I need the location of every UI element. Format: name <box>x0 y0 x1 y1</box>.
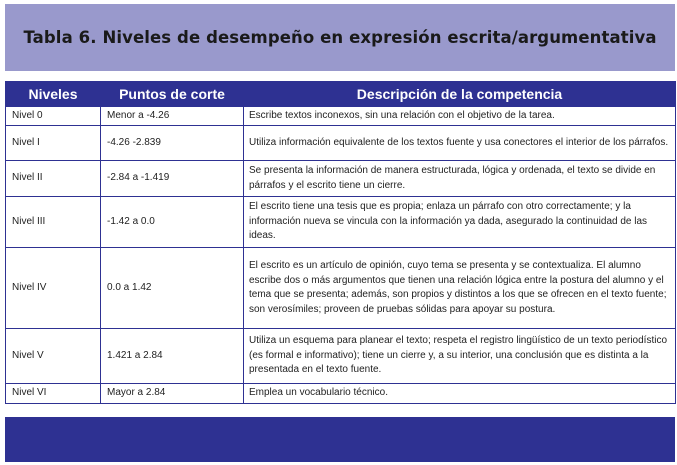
cutoff-cell: 1.421 a 2.84 <box>101 329 244 384</box>
level-cell: Nivel I <box>6 126 101 161</box>
description-cell: El escrito tiene una tesis que es propia; enlaza un párrafo con otro correctamente; y la información nueva se vincula con la información ya dada, asegurado la continuidad de las ideas. <box>244 197 676 248</box>
cutoff-cell: Mayor a 2.84 <box>101 384 244 404</box>
footer-band <box>5 417 675 462</box>
level-cell: Nivel IV <box>6 248 101 329</box>
table-row <box>6 161 676 197</box>
cutoff-cell: -2.84 a -1.419 <box>101 161 244 197</box>
description-cell: Se presenta la información de manera estructurada, lógica y ordenada, el texto se divide en párrafos y el escrito tiene un cierre. <box>244 161 676 197</box>
description-cell: Utiliza un esquema para planear el texto; respeta el registro lingüístico de un texto periodístico (es formal e informativo); tiene un cierre y, a su interior, una conclusión que es distinta a la presentada en el texto fuente. <box>244 329 676 384</box>
table-row <box>6 126 676 161</box>
cutoff-cell: -4.26 -2.839 <box>101 126 244 161</box>
table-row <box>6 384 676 404</box>
table-title: Tabla 6. Niveles de desempeño en expresión escrita/argumentativa <box>23 28 657 47</box>
description-cell: El escrito es un artículo de opinión, cuyo tema se presenta y se contextualiza. El alumno escribe dos o más argumentos que tienen una relación lógica entre la postura del alumno y el tema que se presenta; además, son propios y distintos a los que se ofrecen en el texto fuente; son verosímiles; proveen de pruebas sólidas para apoyar su postura. <box>244 248 676 329</box>
header-description: Descripción de la competencia <box>244 82 676 107</box>
header-levels: Niveles <box>6 82 101 107</box>
description-cell: Utiliza información equivalente de los textos fuente y usa conectores el interior de los párrafos. <box>244 126 676 161</box>
table-row <box>6 329 676 384</box>
description-cell: Emplea un vocabulario técnico. <box>244 384 676 404</box>
level-cell: Nivel VI <box>6 384 101 404</box>
table-title-banner <box>5 4 675 71</box>
level-cell: Nivel III <box>6 197 101 248</box>
table-row <box>6 197 676 248</box>
cutoff-cell: 0.0 a 1.42 <box>101 248 244 329</box>
cutoff-cell: Menor a -4.26 <box>101 107 244 126</box>
level-cell: Nivel 0 <box>6 107 101 126</box>
table-header-row <box>6 82 676 107</box>
level-cell: Nivel II <box>6 161 101 197</box>
cutoff-cell: -1.42 a 0.0 <box>101 197 244 248</box>
header-cutoffs: Puntos de corte <box>101 82 244 107</box>
table-row <box>6 248 676 329</box>
performance-levels-table <box>5 81 676 404</box>
description-cell: Escribe textos inconexos, sin una relación con el objetivo de la tarea. <box>244 107 676 126</box>
level-cell: Nivel V <box>6 329 101 384</box>
table-row <box>6 107 676 126</box>
